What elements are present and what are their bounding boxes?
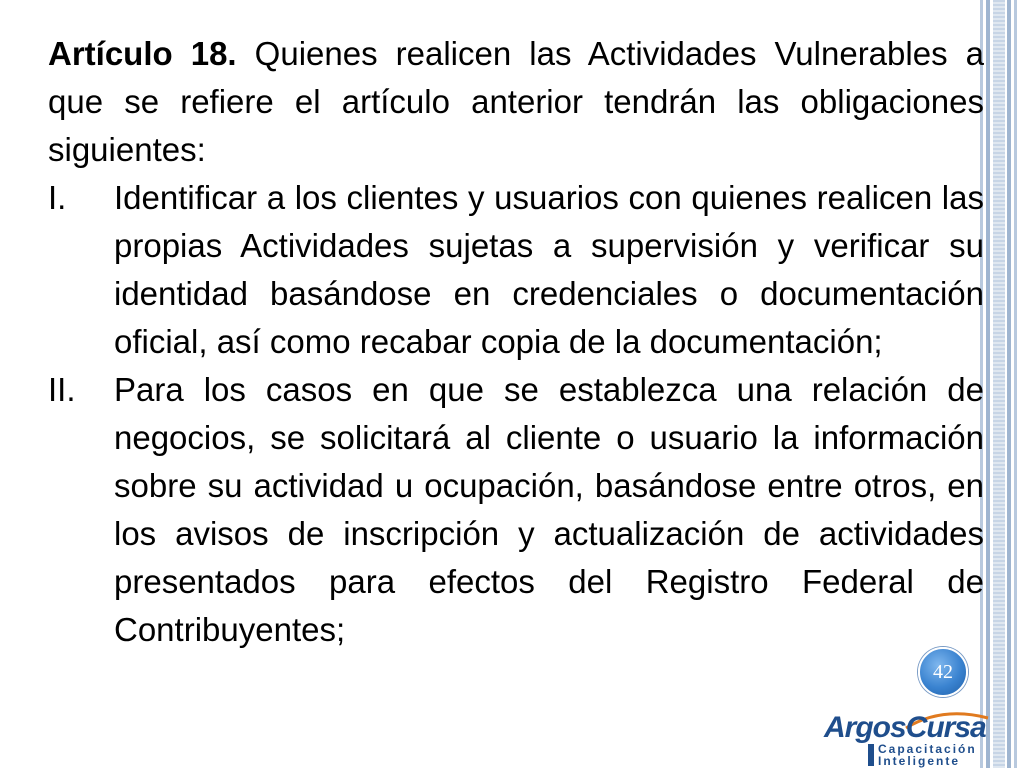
list-item	[48, 174, 984, 366]
logo-wordmark: ArgosCursa	[824, 711, 986, 744]
article-intro: Quienes realicen las Actividades Vulnerables a que se refiere el artículo anterior tendrán las obligaciones siguientes:	[48, 35, 984, 168]
item-numeral: I.	[48, 179, 67, 216]
item-text: Para los casos en que se establezca una relación de negocios, se solicitará al cliente o usuario la información sobre su actividad u ocupación, basándose entre otros, en los avisos de inscripción y actualización de actividades presentados para efectos del Registro Federal de Contribuyentes;	[114, 371, 984, 648]
decorative-border	[980, 0, 1024, 768]
slide-body	[48, 30, 984, 654]
page-number-badge: 42	[918, 647, 968, 697]
item-numeral: II.	[48, 371, 76, 408]
list-item	[48, 366, 984, 654]
article-heading: Artículo 18.	[48, 35, 237, 72]
logo-tagline-1: Capacitación	[878, 742, 977, 756]
item-text: Identificar a los clientes y usuarios con quienes realicen las propias Actividades sujetas a supervisión y verificar su identidad basándose en credenciales o documentación oficial, así como recabar copia de la documentación;	[114, 179, 984, 360]
logo-tagline-2: Inteligente	[878, 754, 961, 768]
article-paragraph	[48, 30, 984, 174]
argoscursa-logo	[824, 710, 996, 766]
